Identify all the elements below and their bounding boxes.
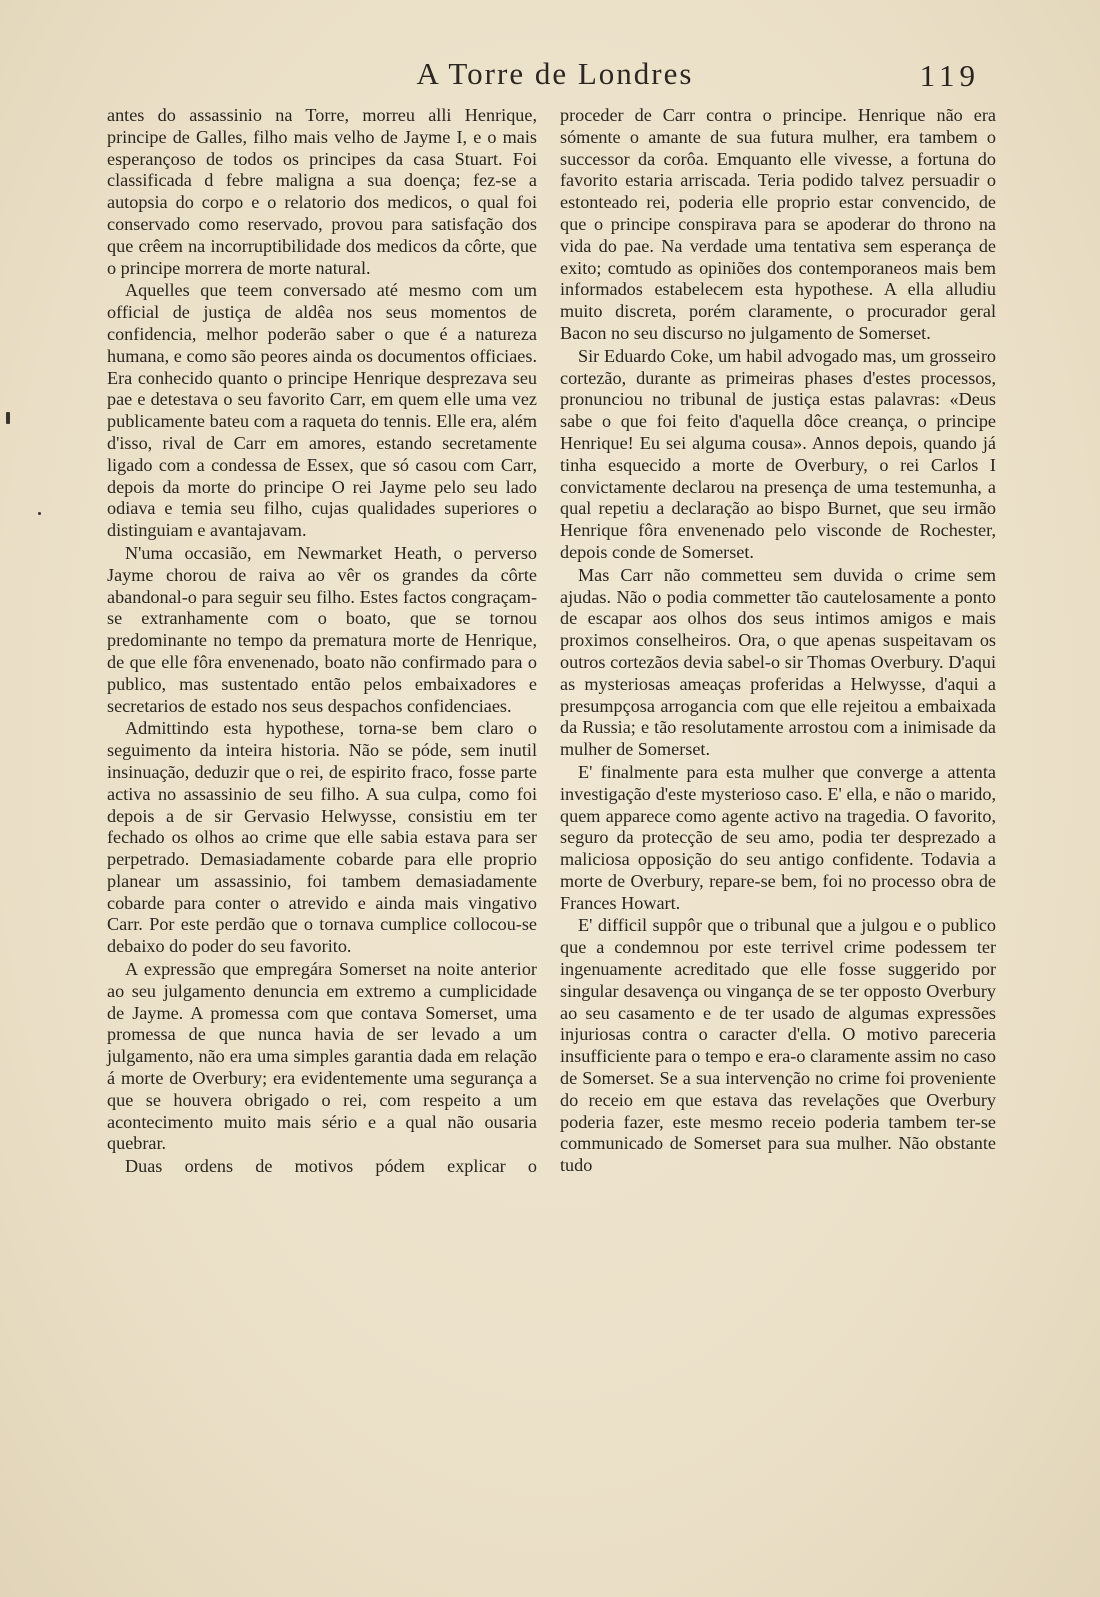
page-number: 119 [919, 58, 980, 93]
paragraph: antes do assassinio na Torre, morreu alli Henrique, principe de Galles, filho mais velho de Jayme I, e o mais esperançoso de todos os principes da casa Stuart. Foi classificada d febre maligna a sua doença; fez-se a autopsia do corpo e o relatorio dos medicos, o qual foi conservado como reservado, provou para satisfação dos que crêem na incorruptibilidade dos medicos da côrte, que o principe morrera de morte natural. [107, 105, 537, 278]
paragraph: Duas ordens de motivos pódem explicar o [125, 1156, 537, 1177]
paragraph: Mas Carr não commetteu sem duvida o crime sem ajudas. Não o podia commetter tão cautelosamente a ponto de escapar aos olhos dos seus intimos amigos e mais proximos conselheiros. Ora, o que apenas suspeitavam os outros cortezãos devia sabel-o sir Thomas Overbury. D'aqui as mysteriosas ameaças proferidas a Helwysse, d'aqui a presumpçosa arrogancia com que elle rejeitou a embaixada da Russia; e tão resolutamente arrostou com a inimisade da mulher de Somerset. [560, 564, 996, 760]
paragraph: E' difficil suppôr que o tribunal que a julgou e o publico que a condemnou por este terrivel crime podessem ter ingenuamente acreditado que elle fosse suggerido por singular desavença ou vingança de se ter opposto Overbury ao seu casamento e de ter usado de algumas expressões injuriosas contra o caracter d'ella. O motivo pareceria insufficiente para o tempo e era-o claramente assim no caso de Somerset. Se a sua intervenção no crime foi proveniente do receio em que estava das revelações que Overbury poderia fazer, este mesmo receio poderia tambem ter-se communicado de Somerset para sua mulher. Não obstante tudo [560, 915, 996, 1176]
paragraph: Sir Eduardo Coke, um habil advogado mas, um grosseiro cortezão, durante as primeiras phases d'estes processos, pronunciou no tribunal de justiça estas palavras: «Deus sabe o que foi feito d'aquella dôce creança, o principe Henrique! Eu sei alguma cousa». Annos depois, quando já tinha esquecido a morte de Overbury, o rei Carlos I convictamente declarou na presença de uma testemunha, a qual repetiu a declaração ao bispo Burnet, que seu irmão Henrique fôra envenenado pelo visconde de Rochester, depois conde de Somerset. [560, 345, 996, 562]
left-text-column [107, 105, 537, 1179]
page-header [110, 56, 1000, 106]
paragraph: Aquelles que teem conversado até mesmo com um official de justiça de aldêa nos seus momentos de confidencia, melhor poderão saber o que é a natureza humana, e como são peores ainda os documentos officiaes. Era conhecido quanto o principe Henrique desprezava seu pae e detestava o seu favorito Carr, em quem elle uma vez publicamente bateu com a raqueta do tennis. Elle era, além d'isso, rival de Carr em amores, estando secretamente ligado com a condessa de Essex, que só casou com Carr, depois da morte do principe O rei Jayme pelo seu lado odiava e temia seu filho, cujas qualidades superiores o distinguiam e avantajavam. [107, 280, 537, 541]
margin-ink-mark [38, 512, 41, 515]
paragraph: proceder de Carr contra o principe. Henrique não era sómente o amante de sua futura mulher, era tambem o successor da corôa. Emquanto elle vivesse, a fortuna do favorito estaria arriscada. Teria podido talvez persuadir o estonteado rei, poderia elle proprio estar convencido, de que o principe conspirava para se apoderar do throno na vida do pae. Na verdade uma tentativa sem esperança de exito; comtudo as opiniões dos contemporaneos mais bem informados estabelecem esta hypothese. A ella alludiu muito discreta, porém claramente, o procurador geral Bacon no seu discurso no julgamento de Somerset. [560, 105, 996, 343]
right-text-column [560, 105, 996, 1178]
running-title: A Torre de Londres [416, 56, 694, 91]
paragraph: E' finalmente para esta mulher que converge a attenta investigação d'este mysterioso caso. E' ella, e não o marido, quem apparece como agente activo na tragedia. O favorito, seguro da protecção de seu amo, podia ter desprezado a maliciosa opposição do seu antigo confidente. Todavia a morte de Overbury, repare-se bem, foi no processo obra de Frances Howart. [560, 761, 996, 913]
paragraph: Admittindo esta hypothese, torna-se bem claro o seguimento da inteira historia. Não se póde, sem inutil insinuação, deduzir que o rei, de espirito fraco, fosse parte activa no assassinio de seu filho. A sua culpa, como foi depois a de sir Gervasio Helwysse, consistiu em ter fechado os olhos ao crime que elle sabia estava para ser perpetrado. Demasiadamente cobarde para elle proprio planear um assassinio, foi tambem demasiadamente cobarde para conter o atrevido e ainda mais vingativo Carr. Por este perdão que o tornava cumplice collocou-se debaixo do poder do seu favorito. [107, 718, 537, 957]
paragraph: A expressão que empregára Somerset na noite anterior ao seu julgamento denuncia em extremo a cumplicidade de Jayme. A promessa com que contava Somerset, uma promessa de que nunca havia de ser levado a um julgamento, não era uma simples garantia dada em relação á morte de Overbury; era evidentemente uma segurança a que se houvera obrigado o rei, com respeito a um acontecimento muito mais sério e a qual não ousaria quebrar. [107, 959, 537, 1154]
margin-ink-mark [6, 412, 10, 424]
paragraph: N'uma occasião, em Newmarket Heath, o perverso Jayme chorou de raiva ao vêr os grandes da côrte abandonal-o para seguir seu filho. Estes factos congraçam-se extranhamente com o boato, que se tornou predominante no tempo da prematura morte de Henrique, de que elle fôra envenenado, boato não confirmado para o publico, mas sustentado então pelos embaixadores e secretarios de estado nos seus despachos confidenciaes. [107, 542, 537, 716]
